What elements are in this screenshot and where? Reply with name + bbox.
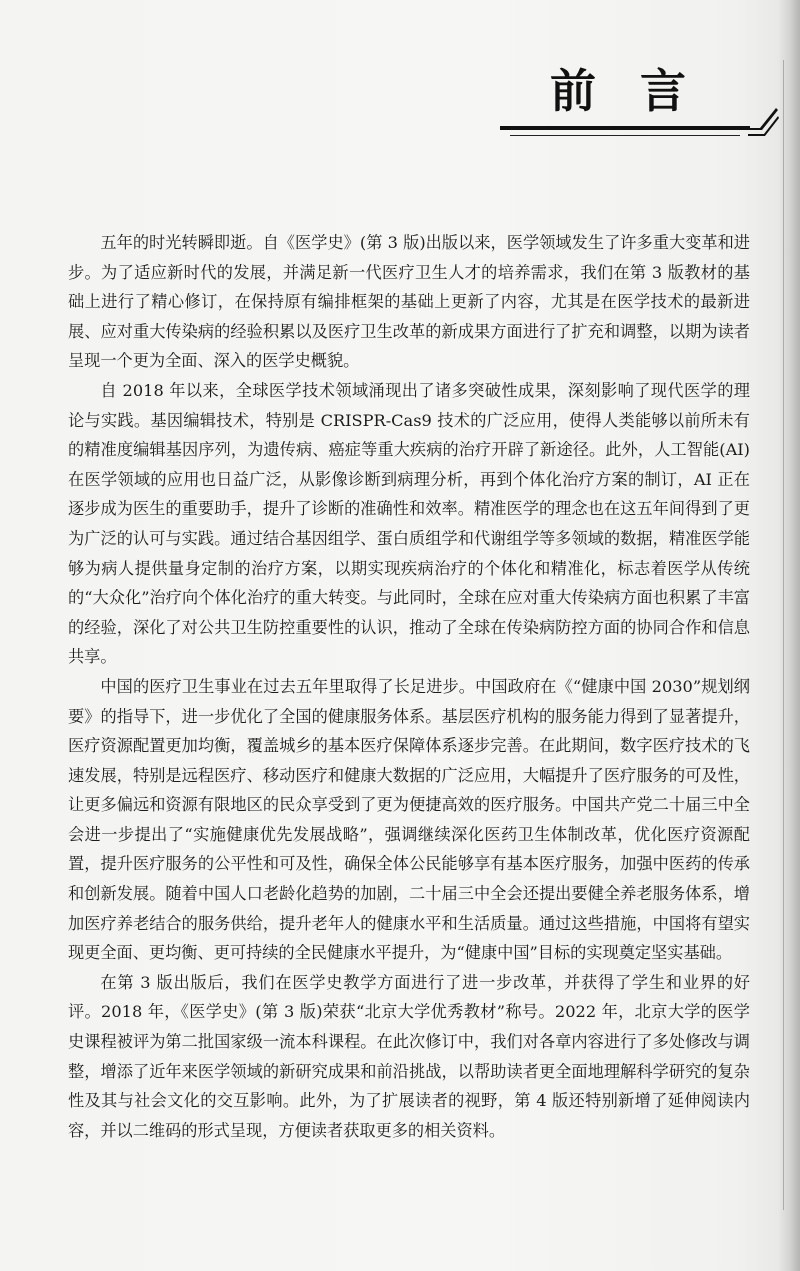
paragraph-4: 在第 3 版出版后，我们在医学史教学方面进行了进一步改革，并获得了学生和业界的好评。2018 年，《医学史》(第 3 版)荣获“北京大学优秀教材”称号。2022 年，北京大学的医学史课程被评为第二批国家级一流本科课程。在此次修订中，我们对各章内容进行了多处修改与调整，增添了近年来医学领域的新研究成果和前沿挑战，以帮助读者更全面地理解科学研究的复杂性及其与社会文化的交互影响。此外，为了扩展读者的视野，第 4 版还特别新增了延伸阅读内容，并以二维码的形式呈现，方便读者获取更多的相关资料。 [68, 972, 750, 1140]
page-title: 前言 [550, 64, 730, 118]
chapter-header [480, 40, 790, 150]
header-rule-thin [510, 135, 740, 136]
preface-body [68, 228, 750, 1145]
paragraph-1: 五年的时光转瞬即逝。自《医学史》(第 3 版)出版以来，医学领域发生了许多重大变革和进步。为了适应新时代的发展，并满足新一代医疗卫生人才的培养需求，我们在第 3 版教材的基础上进行了精心修订，在保持原有编排框架的基础上更新了内容，尤其是在医学技术的最新进展、应对重大传染病的经验积累以及医疗卫生改革的新成果方面进行了扩充和调整，以期为读者呈现一个更为全面、深入的医学史概貌。 [68, 233, 750, 371]
corner-ornament-icon [742, 104, 782, 144]
paragraph-2: 自 2018 年以来，全球医学技术领域涌现出了诸多突破性成果，深刻影响了现代医学的理论与实践。基因编辑技术，特别是 CRISPR-Cas9 技术的广泛应用，使得人类能够以前所未有的精准度编辑基因序列，为遗传病、癌症等重大疾病的治疗开辟了新途径。此外，人工智能(AI)在医学领域的应用也日益广泛，从影像诊断到病理分析，再到个体化治疗方案的制订，AI 正在逐步成为医生的重要助手，提升了诊断的准确性和效率。精准医学的理念也在这五年间得到了更为广泛的认可与实践。通过结合基因组学、蛋白质组学和代谢组学等多领域的数据，精准医学能够为病人提供量身定制的治疗方案，以期实现疾病治疗的个体化和精准化，标志着医学从传统的“大众化”治疗向个体化治疗的重大转变。与此同时，全球在应对重大传染病方面也积累了丰富的经验，深化了对公共卫生防控重要性的认识，推动了全球在传染病防控方面的协同合作和信息共享。 [68, 380, 750, 667]
page-edge-shadow [778, 0, 800, 1271]
paragraph-3: 中国的医疗卫生事业在过去五年里取得了长足进步。中国政府在《“健康中国 2030”规划纲要》的指导下，进一步优化了全国的健康服务体系。基层医疗机构的服务能力得到了显著提升，医疗资源配置更加均衡，覆盖城乡的基本医疗保障体系逐步完善。在此期间，数字医疗技术的飞速发展，特别是远程医疗、移动医疗和健康大数据的广泛应用，大幅提升了医疗服务的可及性，让更多偏远和资源有限地区的民众享受到了更为便捷高效的医疗服务。中国共产党二十届三中全会进一步提出了“实施健康优先发展战略”，强调继续深化医药卫生体制改革，优化医疗资源配置，提升医疗服务的公平性和可及性，确保全体公民能够享有基本医疗服务，加强中医药的传承和创新发展。随着中国人口老龄化趋势的加剧，二十届三中全会还提出要健全养老服务体系，增加医疗养老结合的服务供给，提升老年人的健康水平和生活质量。通过这些措施，中国将有望实现更全面、更均衡、更可持续的全民健康水平提升，为“健康中国”目标的实现奠定坚实基础。 [68, 676, 750, 963]
page-edge-line [783, 60, 784, 1210]
header-rule-thick [500, 126, 750, 130]
